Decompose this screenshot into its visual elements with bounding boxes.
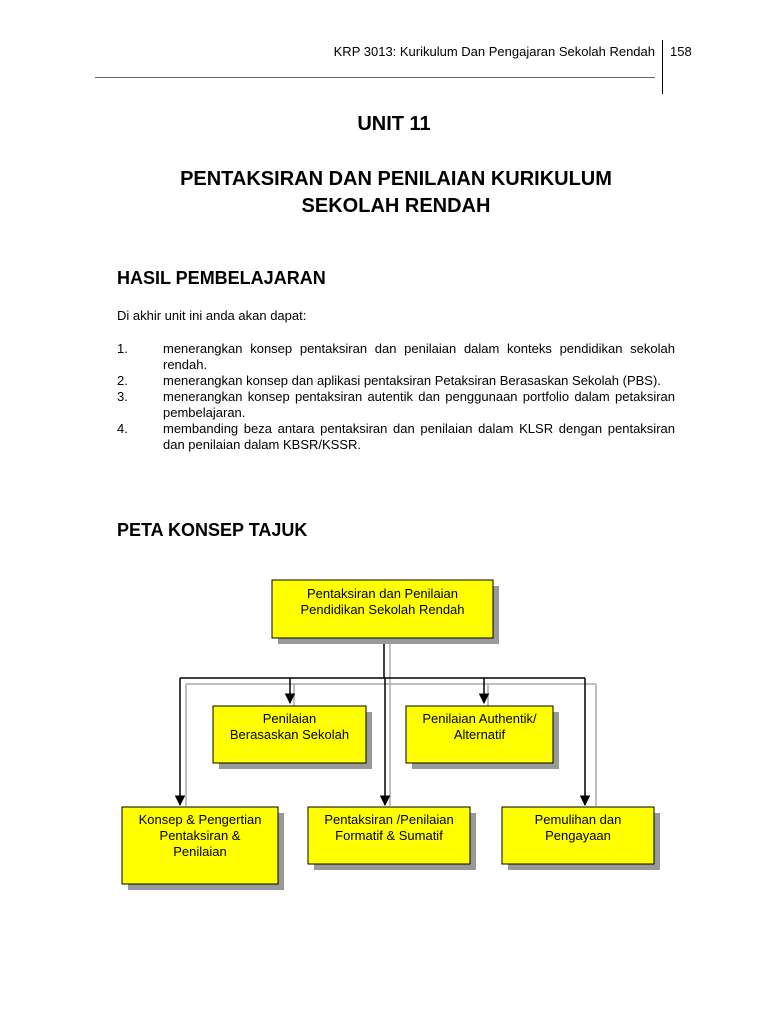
concept-node-label: Berasaskan Sekolah <box>229 727 350 742</box>
concept-node-authentic <box>406 706 559 769</box>
list-item-number: 2. <box>117 373 128 388</box>
list-item-text: membanding beza antara pentaksiran dan penilaian dalam KLSR dengan pentaksiran dan penilaian dalam KBSR/KSSR. <box>163 421 675 452</box>
concept-node-label: Formatif & Sumatif <box>335 828 443 843</box>
course-title: KRP 3013: Kurikulum Dan Pengajaran Sekolah Rendah <box>333 44 655 59</box>
concept-node-label: Pentaksiran dan Penilaian <box>306 586 459 601</box>
concept-node-konsep <box>122 807 284 890</box>
concept-node-pemulihan <box>502 807 660 870</box>
learning-outcomes-heading: HASIL PEMBELAJARAN <box>117 268 326 288</box>
concept-node-label: Pentaksiran /Penilaian <box>324 812 454 827</box>
concept-node-label: Penilaian Authentik/ <box>422 711 537 726</box>
unit-title: UNIT 11 <box>357 113 431 135</box>
list-item-text: menerangkan konsep pentaksiran dan penilaian dalam konteks pendidikan sekolah rendah. <box>163 341 675 372</box>
concept-node-label: Pentaksiran & <box>159 828 241 843</box>
concept-node-label: Pengayaan <box>545 828 611 843</box>
main-title-line-1: PENTAKSIRAN DAN PENILAIAN KURIKULUM <box>180 168 612 190</box>
concept-node-label: Pendidikan Sekolah Rendah <box>300 602 465 617</box>
concept-node-root <box>272 580 499 644</box>
main-title-line-2: SEKOLAH RENDAH <box>301 195 491 217</box>
page-number: 158 <box>670 44 692 59</box>
list-item-number: 1. <box>117 341 128 356</box>
concept-map-heading: PETA KONSEP TAJUK <box>117 520 308 540</box>
list-item-number: 3. <box>117 389 128 404</box>
concept-node-label: Konsep & Pengertian <box>138 812 262 827</box>
concept-node-label: Penilaian <box>173 844 227 859</box>
concept-node-label: Penilaian <box>262 711 317 726</box>
list-item-number: 4. <box>117 421 128 436</box>
concept-node-label: Alternatif <box>453 727 506 742</box>
concept-node-formatif <box>308 807 476 870</box>
concept-node-label: Pemulihan dan <box>534 812 622 827</box>
concept-node-pbs <box>213 706 372 769</box>
list-item-text: menerangkan konsep pentaksiran autentik dan penggunaan portfolio dalam petaksiran pembelajaran. <box>163 389 675 420</box>
list-item-text: menerangkan konsep dan aplikasi pentaksiran Petaksiran Berasaskan Sekolah (PBS). <box>163 373 661 388</box>
learning-outcomes-intro: Di akhir unit ini anda akan dapat: <box>117 308 307 323</box>
